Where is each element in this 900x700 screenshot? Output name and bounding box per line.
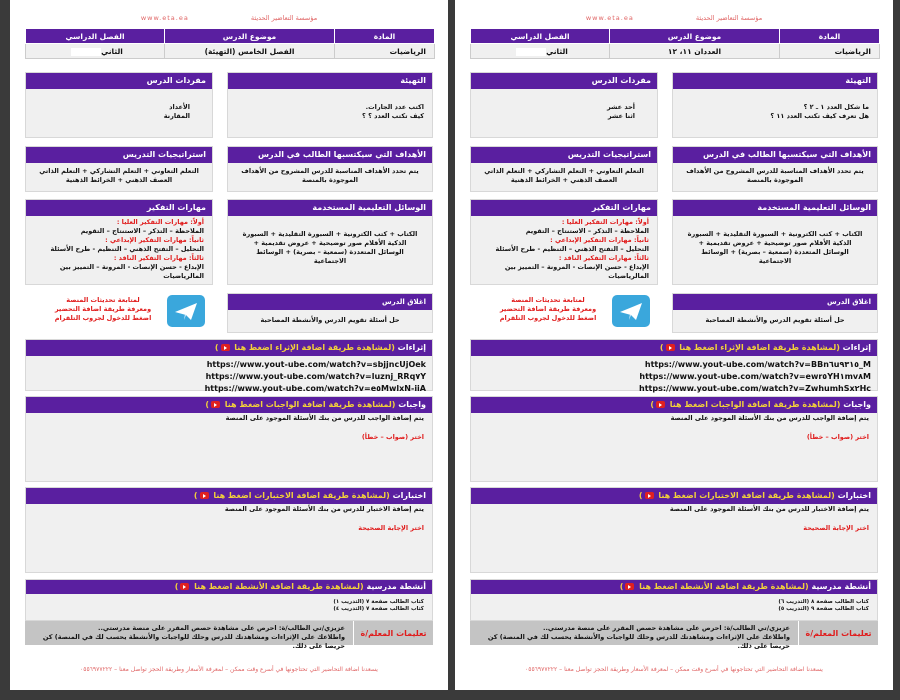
- thinking-title: مهارات التفكير: [471, 200, 657, 216]
- thinking-line: التحليل – التفتح الذهني – التنظيم - طرح الأسئلة: [50, 245, 204, 253]
- thinking-head: ثانياً: مهارات التفكير الإبداعي :: [105, 236, 204, 244]
- enrichment-urls: [471, 356, 877, 398]
- thinking-head: ثالثاً: مهارات التفكير الناقد :: [113, 254, 204, 262]
- telegram-group-link[interactable]: [48, 296, 158, 323]
- watermark-site: www.eta.ea: [585, 14, 634, 22]
- homework-hint: (لمشاهدة طريقة اضافة الواجبات اضغط هنا: [224, 400, 396, 409]
- tests-task: اختر الإجابة الصحيحة: [358, 524, 424, 532]
- telegram-note-line: لمتابعة تحديثات المنصة: [511, 296, 585, 304]
- tools-title: الوسائل التعليمية المستخدمة: [228, 200, 432, 216]
- lesson-page-1: [10, 0, 448, 690]
- header-term-label: الفصل الدراسي: [471, 29, 610, 44]
- watermark: [455, 14, 893, 22]
- teacher-notes-line: عزيزي/تي الطالب/ة: احرص على مشاهدة حصص المقرر على منصة مدرستي..: [542, 624, 790, 632]
- goals-text: يتم تحدد الأهداف المناسبة للدرس المشروح من الأهداف الموجودة بالمنصة: [686, 167, 864, 184]
- goals-section: [227, 146, 433, 192]
- teacher-notes-label: تعليمات المعلم/ة: [353, 621, 433, 645]
- warmup-body: [228, 89, 432, 125]
- telegram-plane-glyph: [612, 295, 650, 327]
- tests-title: اختبارات: [837, 491, 871, 500]
- homework-title: واجبات: [843, 400, 871, 409]
- youtube-icon[interactable]: [211, 401, 220, 408]
- warmup-line: اكتب عدد الجارات.: [365, 103, 424, 111]
- youtube-icon[interactable]: [221, 344, 230, 351]
- tests-section: [25, 487, 433, 573]
- activities-body: [26, 594, 432, 617]
- telegram-note-line: ومعرفة طريقة اضافة التحضير: [54, 305, 152, 313]
- header-subject-value: الرياضيات: [780, 44, 880, 59]
- thinking-section: [470, 199, 658, 285]
- thinking-head: ثانياً: مهارات التفكير الإبداعي :: [550, 236, 649, 244]
- thinking-head: ثالثاً: مهارات التفكير الناقد :: [558, 254, 649, 262]
- tests-bar[interactable]: [471, 488, 877, 504]
- teacher-notes-line: واطلاعك على الإثراءات ومشاهدتك للدرس وحلك للواجبات والأنشطة يحسب لك في المنصة) كن حريصا على ذلك.: [487, 633, 790, 650]
- enrichment-hint: (لمشاهدة طريقة اضافة الإثراء اضغط هنا: [679, 343, 840, 352]
- thinking-line: الإبداع - حسن الإنصات - المرونة – التمييز بين المالرياضيات: [504, 263, 649, 280]
- enrichment-section: [470, 339, 878, 391]
- header-term-cell: [471, 44, 610, 59]
- telegram-note-line: لمتابعة تحديثات المنصة: [66, 296, 140, 304]
- thinking-line: الإبداع - حسن الإنصات - المرونة – التمييز بين المالرياضيات: [59, 263, 204, 280]
- teacher-notes-row: [470, 621, 878, 650]
- vocab-section: [470, 72, 658, 138]
- header-topic-value: الفصل الخامس (التهيئة): [165, 44, 335, 59]
- homework-bar[interactable]: [26, 397, 432, 413]
- activities-line: كتاب الطالب صفحة ٨ (التدريب ٦): [778, 599, 869, 605]
- teacher-notes-text: [25, 621, 353, 650]
- closing-section: [672, 293, 878, 333]
- header-subject-label: المادة: [335, 29, 435, 44]
- watermark-org: مؤسسة التعاضير الحديثة: [695, 14, 763, 22]
- strategies-title: استراتيجيات التدريس: [471, 147, 657, 163]
- tests-hint: (لمشاهدة طريقة اضافة الاختبارات اضغط هنا: [658, 491, 835, 500]
- homework-text: يتم إضافة الواجب للدرس من بنك الأسئلة الموجود على المنصة: [225, 414, 424, 422]
- warmup-line: هل تعرف كيف تكتب العدد ١١ ؟: [770, 112, 869, 120]
- header-term-cell: [26, 44, 165, 59]
- lesson-header-table: [25, 28, 435, 59]
- thinking-head: أولاً: مهارات التفكير العليا :: [116, 218, 204, 226]
- closing-text: حل أسئلة تقويم الدرس والأنشطة المصاحبة: [260, 316, 400, 324]
- youtube-icon[interactable]: [180, 583, 189, 590]
- thinking-head: أولاً: مهارات التفكير العليا :: [561, 218, 649, 226]
- tools-section: [672, 199, 878, 285]
- goals-text: يتم تحدد الأهداف المناسبة للدرس المشروح من الأهداف الموجودة بالمنصة: [241, 167, 419, 184]
- header-topic-label: موضوع الدرس: [610, 29, 780, 44]
- header-topic-label: موضوع الدرس: [165, 29, 335, 44]
- enrichment-bar[interactable]: [26, 340, 432, 356]
- enrichment-url-link[interactable]: https://www.yout-ube.com/watch?v=e٥MwlxN-iiA: [204, 384, 426, 393]
- telegram-plane-glyph: [167, 295, 205, 327]
- homework-hint: (لمشاهدة طريقة اضافة الواجبات اضغط هنا: [669, 400, 841, 409]
- warmup-title: التهيئة: [228, 73, 432, 89]
- tests-bar[interactable]: [26, 488, 432, 504]
- page-footer: يسعدنا اضافة التحاضير التي تحتاجونها في أسرع وقت ممكن – لمعرفة الأسعار وطريقة الحجز تواصل معنا – ٠٥٥٦٩٧٧٢٢٢: [525, 666, 823, 673]
- activities-title: أنشطة مدرسية: [366, 582, 426, 591]
- enrichment-hint: (لمشاهدة طريقة اضافة الإثراء اضغط هنا: [234, 343, 395, 352]
- header-topic-value: العددان ١١، ١٢: [610, 44, 780, 59]
- teacher-notes-label: تعليمات المعلم/ة: [798, 621, 878, 645]
- vocab-title: مفردات الدرس: [471, 73, 657, 89]
- goals-title: الأهداف التي سيكتسبها الطالب في الدرس: [228, 147, 432, 163]
- vocab-body: [471, 89, 657, 125]
- telegram-note-line: ومعرفة طريقة اضافة التحضير: [499, 305, 597, 313]
- homework-task: اختر (صواب – خطأ): [806, 433, 869, 441]
- activities-bar[interactable]: [26, 580, 432, 594]
- vocab-line: أحد عشر: [606, 103, 635, 111]
- activities-hint-link[interactable]: (لمشاهدة طريقة اضافة الأنشطة اضغط هنا ): [619, 582, 809, 591]
- thinking-line: التحليل – التفتح الذهني – التنظيم - طرح الأسئلة: [495, 245, 649, 253]
- vocab-line: اثنا عشر: [607, 112, 635, 120]
- enrichment-title: إثراءات: [397, 343, 426, 352]
- activities-bar[interactable]: [471, 580, 877, 594]
- enrichment-section: [25, 339, 433, 391]
- activities-hint-link[interactable]: (لمشاهدة طريقة اضافة الأنشطة اضغط هنا ): [174, 582, 364, 591]
- warmup-section: [672, 72, 878, 138]
- teacher-notes-row: [25, 621, 433, 650]
- closing-section: [227, 293, 433, 333]
- tests-hint: (لمشاهدة طريقة اضافة الاختبارات اضغط هنا: [213, 491, 390, 500]
- warmup-section: [227, 72, 433, 138]
- warmup-line: ما شكل العدد ١ ـ ٢ ؟: [803, 103, 869, 111]
- tools-text: الكتاب + كتب الكترونية + السبورة التقليدية + السبورة الذكية الأقلام صور توضيحية + عروض تقديمية + الوسائل المتعددة (سمعية – بصرية) + الوسائط الاجتماعية: [242, 230, 418, 265]
- activities-section: [470, 579, 878, 621]
- tests-hint-link[interactable]: (لمشاهدة طريقة اضافة الاختبارات اضغط هنا ): [193, 491, 390, 500]
- activities-body: [471, 594, 877, 617]
- header-term-label: الفصل الدراسي: [26, 29, 165, 44]
- header-term-value: الثاني: [101, 46, 123, 56]
- activities-hint: (لمشاهدة طريقة اضافة الأنشطة اضغط هنا: [639, 582, 809, 591]
- vocab-section: [25, 72, 213, 138]
- tools-title: الوسائل التعليمية المستخدمة: [673, 200, 877, 216]
- tests-text: يتم إضافة الاختبار للدرس من بنك الأسئلة الموجود على المنصة: [669, 505, 869, 513]
- enrichment-url-link[interactable]: https://www.yout-ube.com/watch?v=sbjjncUjOek: [206, 360, 426, 369]
- closing-title: اغلاق الدرس: [228, 294, 432, 310]
- tests-text: يتم إضافة الاختبار للدرس من بنك الأسئلة الموجود على المنصة: [224, 505, 424, 513]
- strategies-section: [25, 146, 213, 192]
- thinking-line: الملاحظة – التذكر – الاستنتاج – التقويم: [525, 227, 649, 235]
- closing-text: حل أسئلة تقويم الدرس والأنشطة المصاحبة: [705, 316, 845, 324]
- warmup-body: [673, 89, 877, 125]
- vocab-body: [26, 89, 212, 125]
- enrichment-hint-link[interactable]: (لمشاهدة طريقة اضافة الإثراء اضغط هنا ): [214, 343, 395, 352]
- thinking-title: مهارات التفكير: [26, 200, 212, 216]
- thinking-line: الملاحظة – التذكر – الاستنتاج – التقويم: [80, 227, 204, 235]
- header-term-value: الثاني: [546, 46, 568, 56]
- youtube-icon[interactable]: [666, 344, 675, 351]
- watermark: [10, 14, 448, 22]
- enrichment-url-link[interactable]: https://www.yout-ube.com/watch?v=ewr٥YH١mv٨M: [639, 372, 871, 381]
- vocab-line: الأعداد: [169, 103, 190, 111]
- strategies-title: استراتيجيات التدريس: [26, 147, 212, 163]
- enrichment-url-link[interactable]: https://www.yout-ube.com/watch?v=luznj_RRq٧Y: [205, 372, 426, 381]
- closing-title: اغلاق الدرس: [673, 294, 877, 310]
- homework-section: [25, 396, 433, 482]
- lesson-header-table: [470, 28, 880, 59]
- tests-title: اختبارات: [392, 491, 426, 500]
- youtube-icon[interactable]: [656, 401, 665, 408]
- youtube-icon[interactable]: [625, 583, 634, 590]
- enrichment-urls: [26, 356, 432, 398]
- telegram-group-link[interactable]: [493, 296, 603, 323]
- homework-task: اختر (صواب – خطأ): [361, 433, 424, 441]
- vocab-title: مفردات الدرس: [26, 73, 212, 89]
- enrichment-bar[interactable]: [471, 340, 877, 356]
- youtube-icon[interactable]: [645, 492, 654, 499]
- warmup-title: التهيئة: [673, 73, 877, 89]
- homework-section: [470, 396, 878, 482]
- tools-text: الكتاب + كتب الكترونية + السبورة التقليدية + السبورة الذكية الأقلام صور توضيحية + عروض تقديمية + الوسائل المتعددة (سمعية – بصرية) + الوسائط الاجتماعية: [687, 230, 863, 265]
- redacted-box: [71, 48, 101, 56]
- activities-line: كتاب الطالب صفحة ٧ (التدريب ٤): [333, 606, 424, 612]
- enrichment-hint-link[interactable]: (لمشاهدة طريقة اضافة الإثراء اضغط هنا ): [659, 343, 840, 352]
- thinking-body: [471, 216, 657, 285]
- teacher-notes-line: واطلاعك على الإثراءات ومشاهدتك للدرس وحلك للواجبات والأنشطة يحسب لك في المنصة) كن حريصا على ذلك.: [42, 633, 345, 650]
- watermark-org: مؤسسة التعاضير الحديثة: [250, 14, 318, 22]
- thinking-body: [26, 216, 212, 285]
- lesson-page-2: [455, 0, 893, 690]
- header-subject-label: المادة: [780, 29, 880, 44]
- activities-title: أنشطة مدرسية: [811, 582, 871, 591]
- telegram-icon[interactable]: [167, 295, 205, 327]
- youtube-icon[interactable]: [200, 492, 209, 499]
- homework-hint-link[interactable]: (لمشاهدة طريقة اضافة الواجبات اضغط هنا ): [205, 400, 396, 409]
- homework-text: يتم إضافة الواجب للدرس من بنك الأسئلة الموجود على المنصة: [670, 414, 869, 422]
- warmup-line: كيف تكتب العدد ؟ ؟: [362, 112, 424, 120]
- enrichment-url-link[interactable]: https://www.yout-ube.com/watch?v=BBn٦u٩٣١٥_M: [644, 360, 871, 369]
- teacher-notes-text: [470, 621, 798, 650]
- header-subject-value: الرياضيات: [335, 44, 435, 59]
- strategies-text: التعلم التعاوني + التعلم التشاركي + التعلم الذاتي العصف الذهني + الخرائط الذهنية: [39, 167, 199, 184]
- enrichment-url-link[interactable]: https://www.yout-ube.com/watch?v=ZwhumhSx٢Hc: [639, 384, 871, 393]
- homework-hint-link[interactable]: (لمشاهدة طريقة اضافة الواجبات اضغط هنا ): [650, 400, 841, 409]
- activities-line: كتاب الطالب صفحة ٩ (التدريب ٥): [778, 606, 869, 612]
- tests-hint-link[interactable]: (لمشاهدة طريقة اضافة الاختبارات اضغط هنا ): [638, 491, 835, 500]
- activities-section: [25, 579, 433, 621]
- thinking-section: [25, 199, 213, 285]
- tools-section: [227, 199, 433, 285]
- watermark-site: www.eta.ea: [140, 14, 189, 22]
- homework-title: واجبات: [398, 400, 426, 409]
- telegram-note-line: اضغط للدخول لجروب التلقرام: [499, 314, 597, 322]
- homework-bar[interactable]: [471, 397, 877, 413]
- tests-task: اختر الإجابة الصحيحة: [803, 524, 869, 532]
- telegram-note-line: اضغط للدخول لجروب التلقرام: [54, 314, 152, 322]
- telegram-icon[interactable]: [612, 295, 650, 327]
- activities-hint: (لمشاهدة طريقة اضافة الأنشطة اضغط هنا: [194, 582, 364, 591]
- enrichment-title: إثراءات: [842, 343, 871, 352]
- strategies-section: [470, 146, 658, 192]
- tests-section: [470, 487, 878, 573]
- goals-section: [672, 146, 878, 192]
- teacher-notes-line: عزيزي/تي الطالب/ة: احرص على مشاهدة حصص المقرر على منصة مدرستي..: [97, 624, 345, 632]
- vocab-line: المقارنة: [163, 112, 190, 120]
- page-footer: يسعدنا اضافة التحاضير التي تحتاجونها في أسرع وقت ممكن – لمعرفة الأسعار وطريقة الحجز تواصل معنا – ٠٥٥٦٩٧٧٢٢٢: [80, 666, 378, 673]
- redacted-box: [516, 48, 546, 56]
- activities-line: كتاب الطالب صفحة ٧ (التدريب ١): [333, 599, 424, 605]
- strategies-text: التعلم التعاوني + التعلم التشاركي + التعلم الذاتي العصف الذهني + الخرائط الذهنية: [484, 167, 644, 184]
- goals-title: الأهداف التي سيكتسبها الطالب في الدرس: [673, 147, 877, 163]
